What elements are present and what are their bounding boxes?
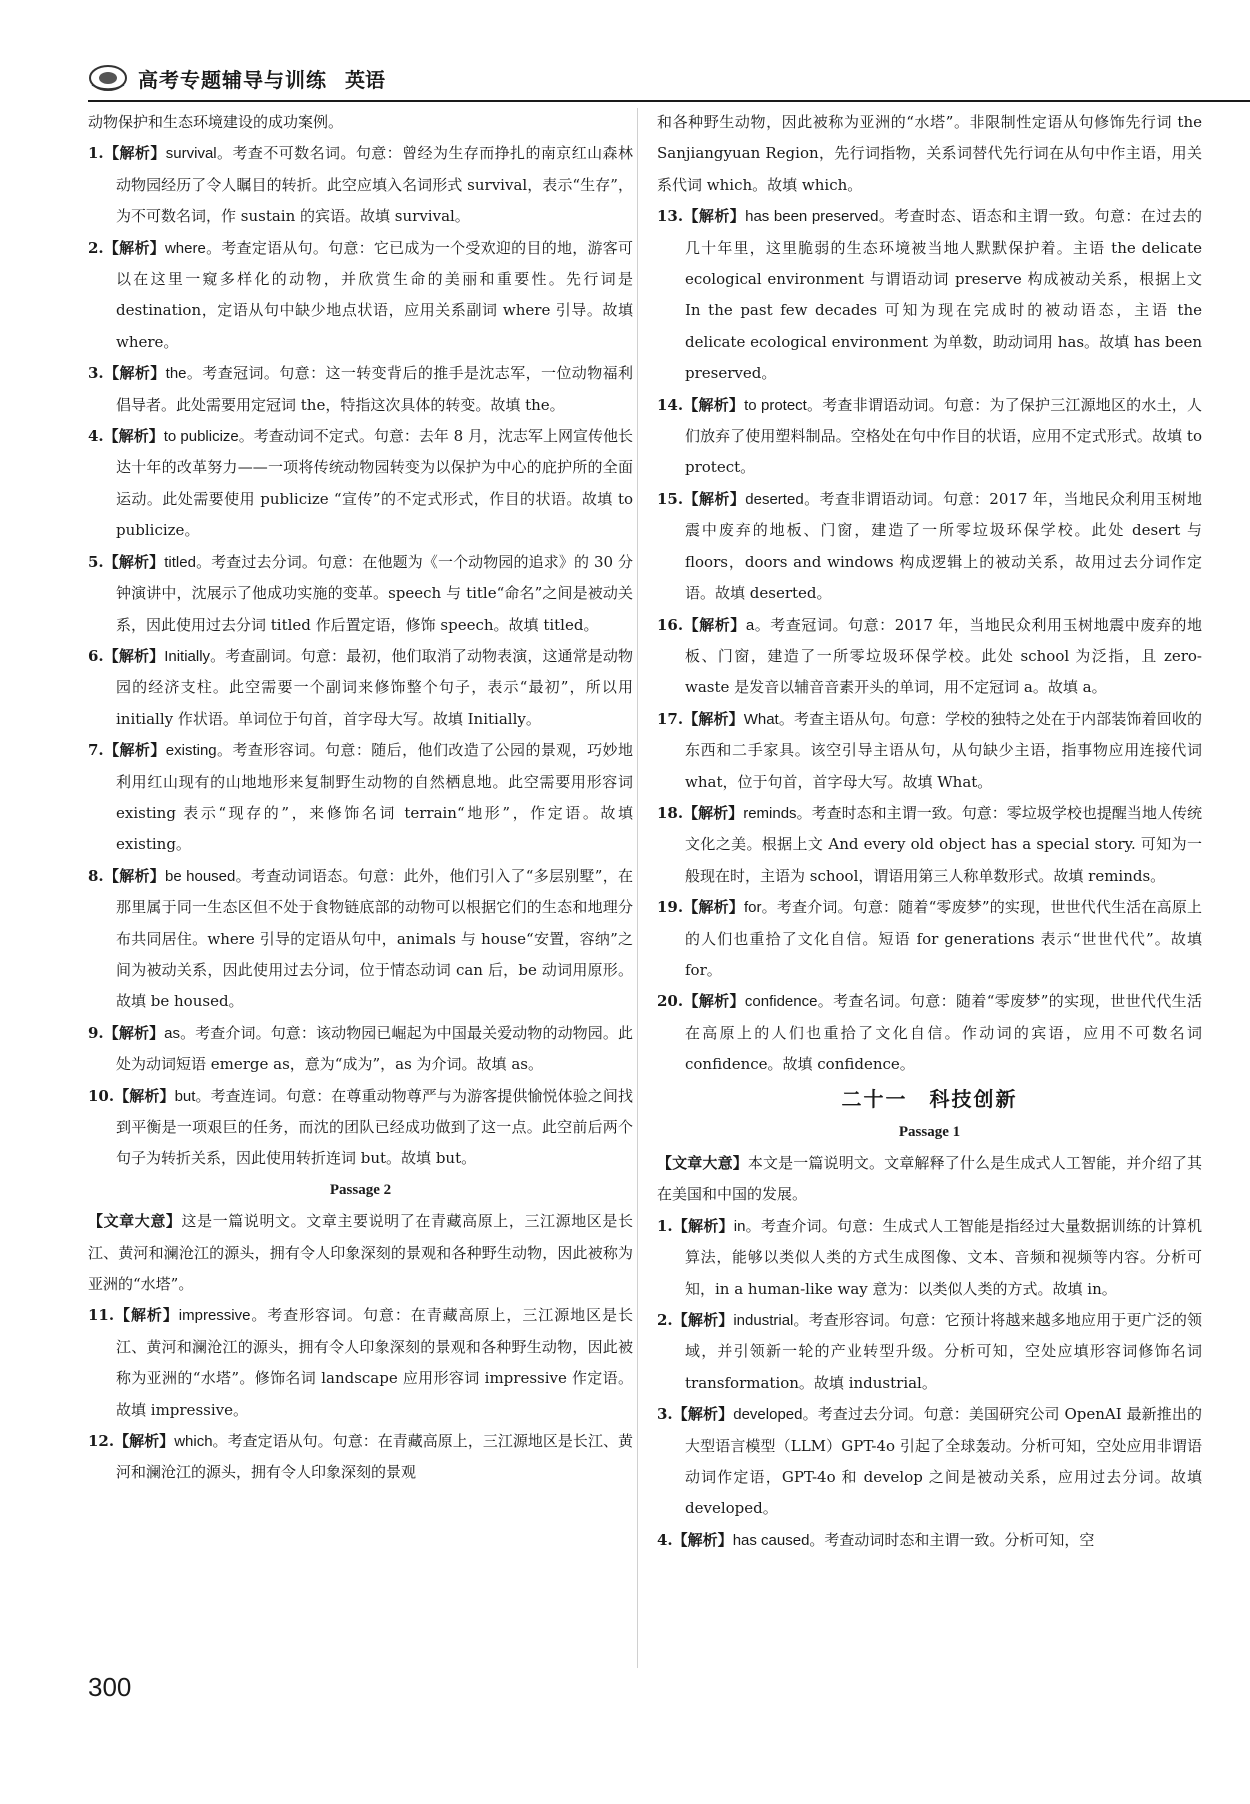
- answer-item: [657, 798, 1202, 892]
- item-number: 20.: [657, 992, 684, 1011]
- answer-item: [657, 986, 1202, 1080]
- answer-word: to protect: [744, 396, 807, 414]
- answer-item: [657, 390, 1202, 484]
- answer-word: has caused: [732, 1531, 810, 1549]
- answer-word: be housed: [165, 867, 236, 885]
- item-number: 3.: [88, 364, 104, 383]
- answer-item: [88, 641, 633, 735]
- passage-1-title: Passage 1: [898, 1123, 961, 1140]
- item-number: 16.: [657, 615, 684, 634]
- explanation-text: 。考查不可数名词。句意：曾经为生存而挣扎的南京红山森林动物园经历了令人瞩目的转折。此空应填入名词形式 survival，表示“生存”，为不可数名词，作 sustain 的宾语。故填 survival。: [116, 144, 633, 226]
- answer-word: the: [165, 365, 187, 383]
- summary-tag: 【文章大意】: [88, 1212, 182, 1231]
- right-answer-list: [657, 201, 1202, 1080]
- item-number: 6.: [88, 646, 104, 665]
- explanation-tag: 【解析】: [103, 552, 165, 571]
- passage-1-summary: [657, 1148, 1202, 1211]
- right-answer-list-2: [657, 1211, 1202, 1556]
- explanation-tag: 【解析】: [103, 741, 166, 760]
- book-title: 高考专题辅导与训练: [138, 67, 327, 92]
- explanation-tag: 【解析】: [103, 238, 165, 257]
- page-header: [88, 58, 648, 98]
- answer-item: [657, 1525, 1202, 1556]
- explanation-tag: 【解析】: [683, 709, 744, 728]
- answer-word: as: [164, 1024, 181, 1042]
- explanation-text: 。考查非谓语动词。句意：为了保护三江源地区的水土，人们放弃了使用塑料制品。空格处在句中作目的状语，应用不定式形式。故填 to protect。: [685, 395, 1202, 477]
- item-number: 1.: [88, 144, 104, 163]
- answer-word: titled: [164, 553, 196, 571]
- explanation-text: 。考查动词时态和主谓一致。分析可知，空: [809, 1530, 1095, 1549]
- item-number: 17.: [657, 709, 684, 728]
- explanation-text: 。考查主语从句。句意：学校的独特之处在于内部装饰着回收的东西和二手家具。该空引导主语从句，从句缺少主语，指事物应用连接代词 what，位于句首，首字母大写。故填 What。: [685, 709, 1202, 791]
- explanation-tag: 【解析】: [683, 898, 744, 917]
- item-number: 2.: [657, 1311, 673, 1330]
- answer-word: a: [745, 616, 755, 634]
- item-number: 18.: [657, 803, 684, 822]
- book-logo-icon: [88, 63, 128, 93]
- explanation-text: 。考查动词不定式。句意：去年 8 月，沈志军上网宣传他长达十年的改革努力——一项将传统动物园转变为以保护为中心的庇护所的全面运动。此处需要使用 publicize “宣传”的不定式形式，作目的状语。故填 to publicize。: [116, 427, 633, 540]
- explanation-text: 。考查形容词。句意：它预计将越来越多地应用于更广泛的领域，并引领新一轮的产业转型升级。分析可知，空处应填形容词修饰名词 transformation。故填 industrial。: [685, 1311, 1202, 1392]
- explanation-text: 。考查非谓语动词。句意：2017 年，当地民众利用玉树地震中废弃的地板、门窗，建造了一所零垃圾环保学校。此处 desert 与 floors，doors and windows 构成逻辑上的被动关系，故用过去分词作定语。故填 deserted。: [685, 489, 1202, 603]
- answer-item: [88, 861, 633, 1018]
- explanation-tag: 【解析】: [672, 1311, 734, 1330]
- item-number: 5.: [88, 552, 104, 571]
- item-12-continuation: 和各种野生动物，因此被称为亚洲的“水塔”。非限制性定语从句修饰先行词 the Sanjiangyuan Region，先行词指物，关系词替代先行词在从句中作主语，用关系代词 which。故填 which。: [657, 113, 1202, 194]
- section-title: 二十一 科技创新: [841, 1086, 1018, 1111]
- explanation-tag: 【解析】: [114, 1432, 175, 1451]
- answer-item: [88, 1018, 633, 1081]
- column-divider: [637, 108, 638, 1668]
- item-number: 10.: [88, 1086, 115, 1105]
- answer-item: [88, 233, 633, 359]
- answer-word: deserted: [745, 490, 804, 508]
- passage-2-title: Passage 2: [329, 1181, 392, 1198]
- answer-item: [88, 138, 633, 232]
- answer-word: industrial: [733, 1312, 794, 1330]
- explanation-text: 。考查时态和主谓一致。句意：零垃圾学校也提醒当地人传统文化之美。根据上文 And every old object has a special story. 可知为一般现在时，主语为 school，谓语用第三人称单数形式。故填 reminds。: [685, 803, 1202, 885]
- summary-text: 本文是一篇说明文。文章解释了什么是生成式人工智能，并介绍了其在美国和中国的发展。: [657, 1154, 1202, 1204]
- left-answer-list: [88, 138, 633, 1174]
- answer-word: has been preserved: [745, 208, 879, 226]
- explanation-text: 。考查冠词。句意：2017 年，当地民众利用玉树地震中废弃的地板、门窗，建造了一所零垃圾环保学校。此处 school 为泛指，且 zero-waste 是发音以辅音音素开头的单词，用不定冠词 a。故填 a。: [685, 615, 1202, 697]
- answer-word: survival: [165, 145, 217, 163]
- explanation-text: 。考查过去分词。句意：美国研究公司 OpenAI 最新推出的大型语言模型（LLM）GPT-4o 引起了全球轰动。分析可知，空处应用非谓语动词作定语，GPT-4o 和 develop 之间是被动关系，应用过去分词。故填 developed。: [685, 1405, 1202, 1518]
- explanation-text: 。考查介词。句意：随着“零废梦”的实现，世世代代生活在高原上的人们也重拾了文化自信。短语 for generations 表示“世世代代”。故填 for。: [685, 898, 1202, 979]
- explanation-text: 。考查名词。句意：随着“零废梦”的实现，世世代代生活在高原上的人们也重拾了文化自信。作动词的宾语，应用不可数名词 confidence。故填 confidence。: [685, 992, 1202, 1074]
- explanation-tag: 【解析】: [683, 615, 746, 634]
- explanation-text: 。考查副词。句意：最初，他们取消了动物表演，这通常是动物园的经济支柱。此空需要一个副词来修饰整个句子，表示“最初”，所以用 initially 作状语。单词位于句首，首字母大写。故填 Initially。: [116, 646, 633, 728]
- book-subject: 英语: [345, 67, 385, 92]
- explanation-text: 。考查动词语态。句意：此外，他们引入了“多层别墅”，在那里属于同一生态区但不处于食物链底部的动物可以根据它们的生态和地理分布共同居住。where 引导的定语从句中，animals 与 house“安置，容纳”之间为被动关系，因此使用过去分词，位于情态动词 can 后，be 动词用原形。故填 be housed。: [116, 866, 633, 1011]
- explanation-text: 。考查定语从句。句意：在青藏高原上，三江源地区是长江、黄河和澜沧江的源头，拥有令人印象深刻的景观: [116, 1432, 633, 1482]
- item-number: 4.: [657, 1530, 673, 1549]
- answer-word: in: [733, 1217, 746, 1235]
- explanation-tag: 【解析】: [103, 866, 166, 885]
- explanation-tag: 【解析】: [103, 144, 166, 163]
- explanation-tag: 【解析】: [672, 1530, 733, 1549]
- answer-word: What: [743, 710, 779, 728]
- answer-word: existing: [165, 742, 217, 760]
- intro-continuation: 动物保护和生态环境建设的成功案例。: [88, 113, 344, 131]
- left-answer-list-2: [88, 1300, 633, 1488]
- answer-word: reminds: [743, 804, 797, 822]
- answer-item: [88, 1426, 633, 1489]
- answer-word: confidence: [744, 993, 818, 1011]
- answer-word: impressive: [178, 1307, 251, 1325]
- answer-item: [657, 1211, 1202, 1305]
- explanation-text: 。考查介词。句意：生成式人工智能是指经过大量数据训练的计算机算法，能够以类似人类的方式生成图像、文本、音频和视频等内容。分析可知，in a human-like way 意为：以类似人类的方式。故填 in。: [685, 1216, 1202, 1298]
- right-column: [657, 107, 1202, 1556]
- passage-2-summary: [88, 1206, 633, 1300]
- explanation-text: 。考查形容词。句意：在青藏高原上，三江源地区是长江、黄河和澜沧江的源头，拥有令人印象深刻的景观和各种野生动物，因此被称为亚洲的“水塔”。修饰名词 landscape 应用形容词 impressive 作定语。故填 impressive。: [116, 1306, 633, 1419]
- explanation-tag: 【解析】: [114, 1306, 179, 1325]
- item-number: 19.: [657, 898, 684, 917]
- item-number: 13.: [657, 207, 684, 226]
- answer-item: [657, 610, 1202, 704]
- item-number: 8.: [88, 866, 104, 885]
- explanation-tag: 【解析】: [103, 1023, 165, 1042]
- item-number: 9.: [88, 1023, 104, 1042]
- summary-text: 这是一篇说明文。文章主要说明了在青藏高原上，三江源地区是长江、黄河和澜沧江的源头，拥有令人印象深刻的景观和各种野生动物，因此被称为亚洲的“水塔”。: [88, 1212, 633, 1294]
- answer-word: which: [174, 1433, 213, 1451]
- explanation-tag: 【解析】: [683, 489, 746, 508]
- explanation-text: 。考查冠词。句意：这一转变背后的推手是沈志军，一位动物福利倡导者。此处需要用定冠词 the，特指这次具体的转变。故填 the。: [116, 364, 633, 414]
- answer-word: for: [743, 899, 762, 917]
- explanation-tag: 【解析】: [672, 1405, 734, 1424]
- answer-item: [88, 1300, 633, 1426]
- answer-word: to publicize: [163, 428, 239, 446]
- explanation-tag: 【解析】: [103, 646, 165, 665]
- item-number: 2.: [88, 238, 104, 257]
- header-rule: [88, 100, 1250, 102]
- answer-item: [657, 704, 1202, 798]
- answer-item: [88, 358, 633, 421]
- answer-item: [657, 1399, 1202, 1525]
- explanation-tag: 【解析】: [672, 1216, 734, 1235]
- item-number: 1.: [657, 1216, 673, 1235]
- explanation-tag: 【解析】: [683, 992, 745, 1011]
- explanation-text: 。考查过去分词。句意：在他题为《一个动物园的追求》的 30 分钟演讲中，沈展示了他成功实施的变革。speech 与 title“命名”之间是被动关系，因此使用过去分词 titled 作后置定语，修饰 speech。故填 titled。: [116, 552, 633, 634]
- item-number: 3.: [657, 1405, 673, 1424]
- item-number: 14.: [657, 395, 684, 414]
- answer-item: [88, 735, 633, 861]
- answer-word: where: [164, 239, 206, 257]
- answer-item: [88, 421, 633, 547]
- answer-word: developed: [733, 1406, 803, 1424]
- explanation-text: 。考查定语从句。句意：它已成为一个受欢迎的目的地，游客可以在这里一窥多样化的动物，并欣赏生命的美丽和重要性。先行词是 destination，定语从句中缺少地点状语，应用关系副词 where 引导。故填 where。: [116, 238, 633, 351]
- left-column: [88, 107, 633, 1489]
- explanation-text: 。考查形容词。句意：随后，他们改造了公园的景观，巧妙地利用红山现有的山地地形来复制野生动物的自然栖息地。此空需要用形容词 existing 表示“现存的”，来修饰名词 terrain“地形”，作定语。故填 existing。: [116, 741, 633, 854]
- page-number: 300: [88, 1672, 132, 1702]
- explanation-text: 。考查介词。句意：该动物园已崛起为中国最关爱动物的动物园。此处为动词短语 emerge as，意为“成为”，as 为介词。故填 as。: [116, 1023, 633, 1074]
- explanation-text: 。考查时态、语态和主谓一致。句意：在过去的几十年里，这里脆弱的生态环境被当地人默默保护着。主语 the delicate ecological environment 与谓语动词 preserve 构成被动关系，根据上文 In the past few decades 可知为现在完成时的被动语态，主语 the delicate ecological environment 为单数，助动词用 has。故填 has been preserved。: [685, 207, 1202, 383]
- explanation-tag: 【解析】: [683, 395, 745, 414]
- explanation-tag: 【解析】: [103, 364, 166, 383]
- answer-item: [657, 484, 1202, 610]
- answer-item: [657, 1305, 1202, 1399]
- explanation-tag: 【解析】: [683, 207, 746, 226]
- explanation-tag: 【解析】: [103, 427, 164, 446]
- summary-tag: 【文章大意】: [657, 1154, 748, 1172]
- answer-item: [657, 892, 1202, 986]
- item-number: 7.: [88, 741, 104, 760]
- explanation-tag: 【解析】: [114, 1086, 175, 1105]
- answer-word: but: [174, 1087, 196, 1105]
- item-number: 11.: [88, 1306, 115, 1325]
- answer-word: Initially: [164, 647, 211, 665]
- item-number: 12.: [88, 1432, 115, 1451]
- answer-item: [88, 547, 633, 641]
- answer-item: [88, 1081, 633, 1175]
- answer-item: [657, 201, 1202, 389]
- item-number: 4.: [88, 427, 104, 446]
- item-number: 15.: [657, 489, 684, 508]
- explanation-text: 。考查连词。句意：在尊重动物尊严与为游客提供愉悦体验之间找到平衡是一项艰巨的任务，而沈的团队已经成功做到了这一点。此空前后两个句子为转折关系，因此使用转折连词 but。故填 but。: [116, 1086, 633, 1168]
- explanation-tag: 【解析】: [683, 803, 744, 822]
